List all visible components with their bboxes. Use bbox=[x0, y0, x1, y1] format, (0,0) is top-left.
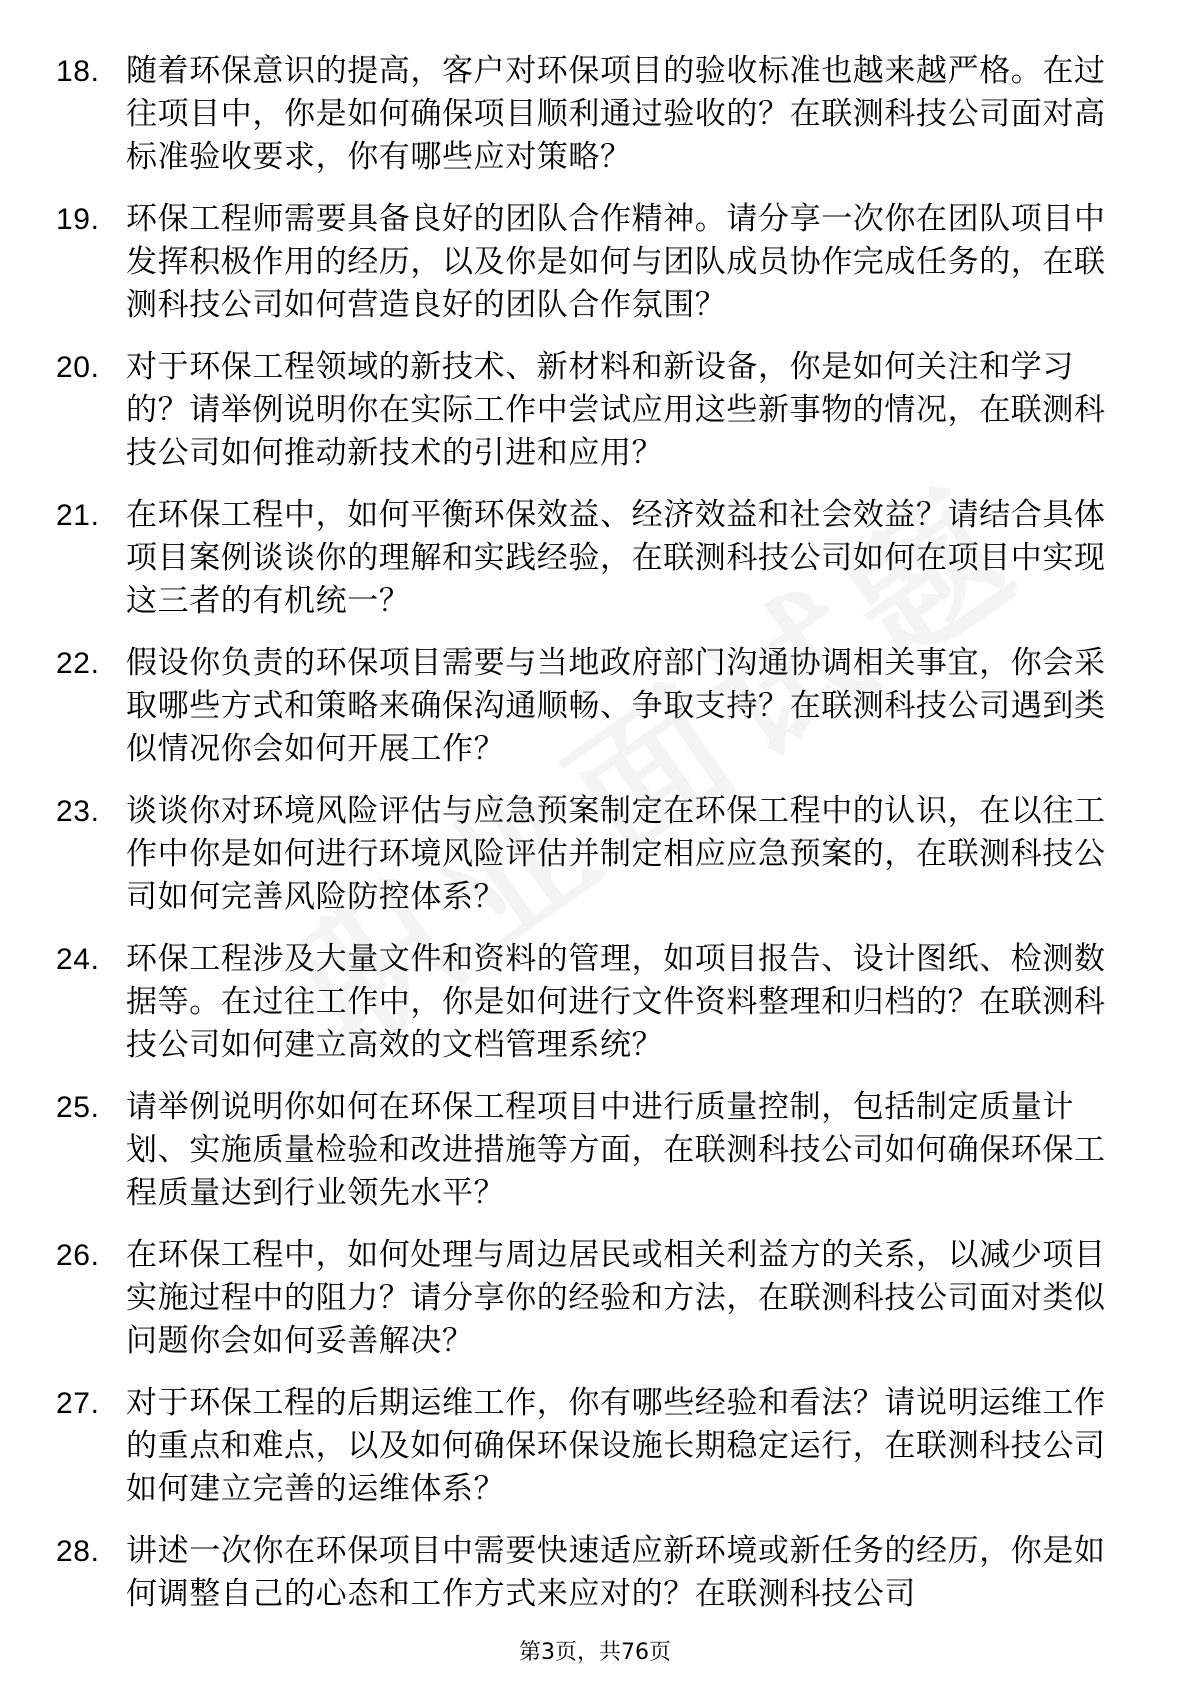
question-item-20 bbox=[56, 346, 1126, 475]
question-item-22 bbox=[56, 642, 1126, 771]
question-text: 对于环保工程领域的新技术、新材料和新设备，你是如何关注和学习的？请举例说明你在实际工作中尝试应用这些新事物的情况，在联测科技公司如何推动新技术的引进和应用？ bbox=[126, 349, 1106, 471]
question-number: 20. bbox=[56, 351, 100, 384]
question-item-24 bbox=[56, 938, 1126, 1067]
question-item-19 bbox=[56, 198, 1126, 327]
question-text: 讲述一次你在环保项目中需要快速适应新环境或新任务的经历，你是如何调整自己的心态和工作方式来应对的？在联测科技公司 bbox=[126, 1533, 1106, 1612]
question-text: 假设你负责的环保项目需要与当地政府部门沟通协调相关事宜，你会采取哪些方式和策略来确保沟通顺畅、争取支持？在联测科技公司遇到类似情况你会如何开展工作？ bbox=[126, 645, 1106, 767]
question-text: 随着环保意识的提高，客户对环保项目的验收标准也越来越严格。在过往项目中，你是如何确保项目顺利通过验收的？在联测科技公司面对高标准验收要求，你有哪些应对策略？ bbox=[126, 53, 1106, 175]
question-item-23 bbox=[56, 790, 1126, 919]
question-item-28 bbox=[56, 1530, 1126, 1616]
question-number: 19. bbox=[56, 203, 100, 236]
question-text: 环保工程师需要具备良好的团队合作精神。请分享一次你在团队项目中发挥积极作用的经历，以及你是如何与团队成员协作完成任务的，在联测科技公司如何营造良好的团队合作氛围？ bbox=[126, 201, 1106, 323]
page-number-footer: 第3页，共76页 bbox=[519, 1640, 671, 1665]
question-number: 22. bbox=[56, 647, 100, 680]
question-item-21 bbox=[56, 494, 1126, 623]
question-number: 18. bbox=[56, 55, 100, 88]
question-item-18 bbox=[56, 50, 1126, 179]
question-number: 28. bbox=[56, 1535, 100, 1568]
question-list bbox=[56, 50, 1126, 1635]
question-text: 在环保工程中，如何处理与周边居民或相关利益方的关系，以减少项目实施过程中的阻力？请分享你的经验和方法，在联测科技公司面对类似问题你会如何妥善解决？ bbox=[126, 1237, 1106, 1359]
question-number: 26. bbox=[56, 1239, 100, 1272]
question-item-25 bbox=[56, 1086, 1126, 1215]
question-text: 环保工程涉及大量文件和资料的管理，如项目报告、设计图纸、检测数据等。在过往工作中，你是如何进行文件资料整理和归档的？在联测科技公司如何建立高效的文档管理系统？ bbox=[126, 941, 1106, 1063]
question-number: 24. bbox=[56, 943, 100, 976]
question-text: 对于环保工程的后期运维工作，你有哪些经验和看法？请说明运维工作的重点和难点，以及如何确保环保设施长期稳定运行，在联测科技公司如何建立完善的运维体系？ bbox=[126, 1385, 1106, 1507]
question-text: 在环保工程中，如何平衡环保效益、经济效益和社会效益？请结合具体项目案例谈谈你的理解和实践经验，在联测科技公司如何在项目中实现这三者的有机统一？ bbox=[126, 497, 1106, 619]
question-item-26 bbox=[56, 1234, 1126, 1363]
question-number: 25. bbox=[56, 1091, 100, 1124]
question-text: 请举例说明你如何在环保工程项目中进行质量控制，包括制定质量计划、实施质量检验和改进措施等方面，在联测科技公司如何确保环保工程质量达到行业领先水平？ bbox=[126, 1089, 1106, 1211]
question-number: 23. bbox=[56, 795, 100, 828]
question-text: 谈谈你对环境风险评估与应急预案制定在环保工程中的认识，在以往工作中你是如何进行环境风险评估并制定相应应急预案的，在联测科技公司如何完善风险防控体系？ bbox=[126, 793, 1106, 915]
question-item-27 bbox=[56, 1382, 1126, 1511]
question-number: 21. bbox=[56, 499, 100, 532]
question-number: 27. bbox=[56, 1387, 100, 1420]
